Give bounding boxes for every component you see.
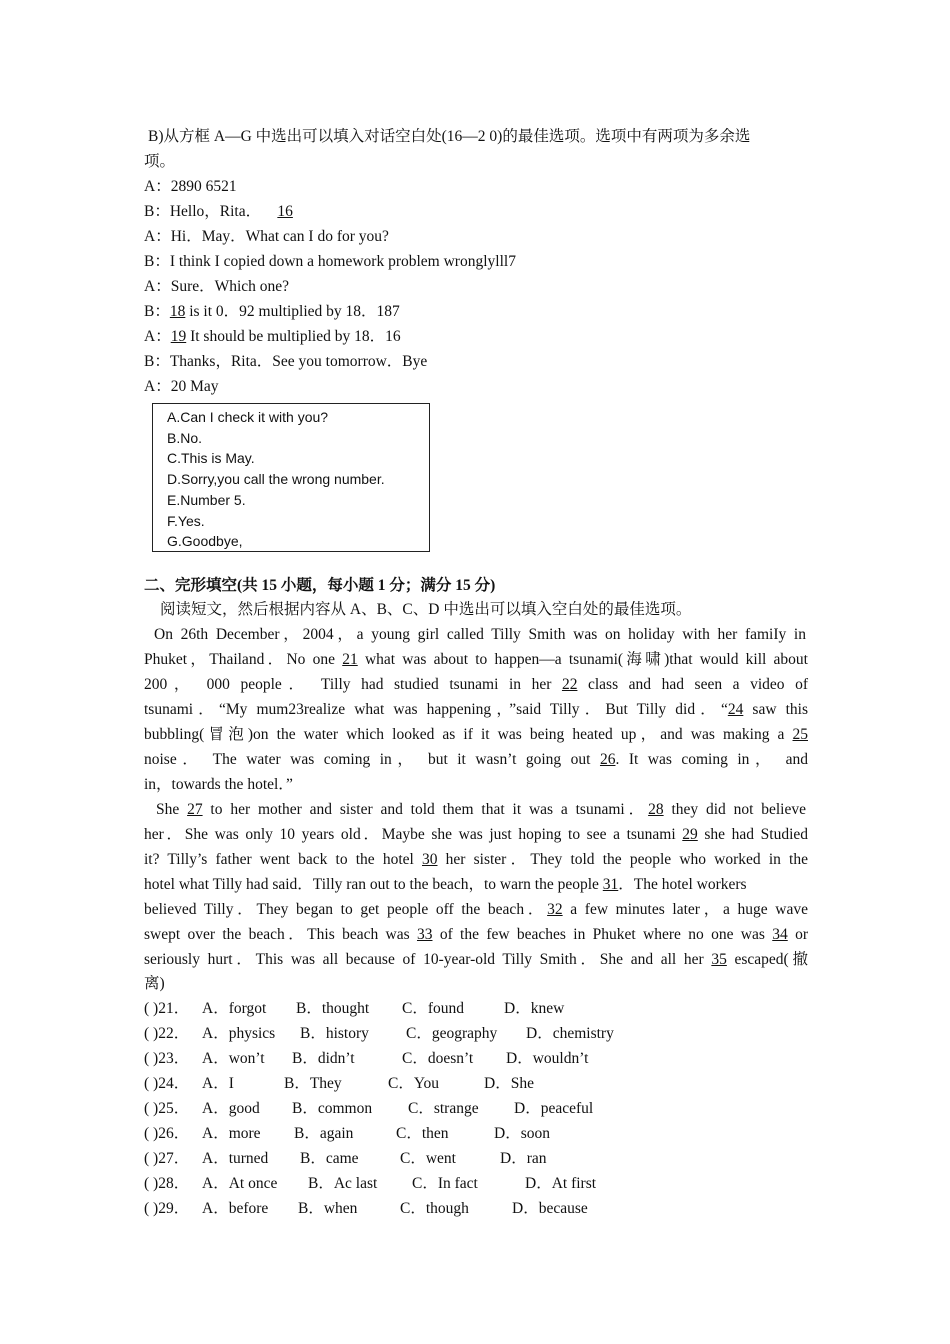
passage-line: Phuket，Thailand．No one 21 what was about to happen—a tsunami(海啸)that would kill about xyxy=(144,651,808,668)
option-d[interactable]: D．peaceful xyxy=(514,1100,594,1117)
dialogue-line: A：Hi．May．What can I do for you? xyxy=(144,228,389,245)
question-number: ( )25． xyxy=(144,1100,190,1117)
option-d[interactable]: D．ran xyxy=(500,1150,547,1167)
option-c[interactable]: C．In fact xyxy=(412,1175,478,1192)
question-row xyxy=(144,1048,644,1070)
option-b: B.No. xyxy=(167,429,203,446)
option-d[interactable]: D．At first xyxy=(525,1175,597,1192)
dialogue-line: A：20 May xyxy=(144,378,219,395)
option-a[interactable]: A．more xyxy=(202,1125,261,1142)
option-d[interactable]: D．She xyxy=(484,1075,534,1092)
blank-27[interactable]: 27 xyxy=(187,801,203,818)
option-c[interactable]: C．then xyxy=(396,1125,449,1142)
passage-line: hotel what Tilly had said．Tilly ran out to the beach，to warn the people 31．The hotel workers xyxy=(144,876,747,893)
option-f: F.Yes. xyxy=(167,512,205,529)
option-g: G.Goodbye, xyxy=(167,533,243,550)
passage-line: On 26th December，2004，a young girl called Tilly Smith was on holiday with her famiIy in xyxy=(154,626,806,643)
option-c[interactable]: C．You xyxy=(388,1075,439,1092)
option-b[interactable]: B．Ac last xyxy=(308,1175,378,1192)
option-b[interactable]: B．history xyxy=(300,1025,369,1042)
dialogue-line: B：Thanks，Rita．See you tomorrow．Bye xyxy=(144,353,428,370)
option-a[interactable]: A．turned xyxy=(202,1150,269,1167)
option-c[interactable]: C．geography xyxy=(406,1025,498,1042)
option-b[interactable]: B．thought xyxy=(296,1000,370,1017)
option-d[interactable]: D．soon xyxy=(494,1125,550,1142)
dialogue-line: B：I think I copied down a homework problem wronglylll7 xyxy=(144,253,516,270)
question-row xyxy=(144,1123,644,1145)
passage-line: seriously hurt．This was all because of 10-year-old Tilly Smith．She and all her 35 escaped(撤 xyxy=(144,951,808,968)
option-d[interactable]: D．chemistry xyxy=(526,1025,614,1042)
question-number: ( )24． xyxy=(144,1075,190,1092)
blank-19[interactable]: 19 xyxy=(170,328,187,345)
blank-21[interactable]: 21 xyxy=(342,651,358,668)
option-a[interactable]: A．physics xyxy=(202,1025,276,1042)
question-number: ( )27． xyxy=(144,1150,190,1167)
question-number: ( )28． xyxy=(144,1175,190,1192)
option-c: C.This is May. xyxy=(167,450,255,467)
question-row xyxy=(144,1073,644,1095)
question-row xyxy=(144,998,644,1020)
blank-26[interactable]: 26 xyxy=(599,751,616,768)
part-b-instruction-line1: B)从方框 A—G 中选出可以填入对话空白处(16—2 0)的最佳选项。选项中有两项为多余选 xyxy=(148,128,751,145)
blank-32[interactable]: 32 xyxy=(547,901,563,918)
dialogue-line: B：18 is it 0．92 multiplied by 18．187 xyxy=(144,303,400,320)
passage-line: tsunami．“My mum23realize what was happening，”said Tilly．But Tilly did．“24 saw this xyxy=(144,701,808,718)
blank-33[interactable]: 33 xyxy=(416,926,433,943)
passage-line: 200， 000 people． Tilly had studied tsunami in her 22 class and had seen a video of xyxy=(144,676,808,693)
option-c[interactable]: C．strange xyxy=(408,1100,479,1117)
option-c[interactable]: C．went xyxy=(400,1150,456,1167)
question-number: ( )21． xyxy=(144,1000,190,1017)
part-b-instruction-line2: 项。 xyxy=(144,153,176,170)
passage-line: believed Tilly．They began to get people off the beach．32 a few minutes later，a huge wave xyxy=(144,901,808,918)
option-a: A.Can I check it with you? xyxy=(167,409,329,425)
option-c[interactable]: C．though xyxy=(400,1200,469,1217)
option-c[interactable]: C．found xyxy=(402,1000,465,1017)
option-a[interactable]: A．I xyxy=(202,1075,234,1092)
question-number: ( )26． xyxy=(144,1125,190,1142)
passage-line: noise． The water was coming in， but it wasn’t going out 26. It was coming in， and xyxy=(144,751,808,768)
options-box xyxy=(152,403,430,552)
dialogue-line: B：Hello，Rita． 16 xyxy=(144,201,808,223)
blank-18[interactable]: 18 xyxy=(169,303,186,320)
option-d: D.Sorry,you call the wrong number. xyxy=(167,471,385,488)
passage-line: in，towards the hotel．” xyxy=(144,776,293,793)
section-heading: 二、完形填空(共 15 小题，每小题 1 分；满分 15 分) xyxy=(144,577,496,594)
option-e: E.Number 5. xyxy=(167,491,246,508)
option-a[interactable]: A．forgot xyxy=(202,1000,267,1017)
passage-line: her．She was only 10 years old．Maybe she was just hoping to see a tsunami 29 she had Studied xyxy=(144,826,809,843)
option-a[interactable]: A．At once xyxy=(202,1175,278,1192)
option-b[interactable]: B．common xyxy=(292,1100,373,1117)
blank-24[interactable]: 24 xyxy=(727,701,744,718)
dialogue-line: A：2890 6521 xyxy=(144,178,237,195)
blank-28[interactable]: 28 xyxy=(648,801,664,818)
question-row xyxy=(144,1098,644,1120)
question-number: ( )29． xyxy=(144,1200,190,1217)
passage-line: 离) xyxy=(144,975,165,992)
option-d[interactable]: D．wouldn’t xyxy=(506,1050,589,1067)
question-row xyxy=(144,1148,644,1170)
question-number: ( )22． xyxy=(144,1025,190,1042)
option-d[interactable]: D．because xyxy=(512,1200,588,1217)
option-b[interactable]: B．didn’t xyxy=(292,1050,355,1067)
option-a[interactable]: A．before xyxy=(202,1200,269,1217)
option-b[interactable]: B．They xyxy=(284,1075,342,1092)
passage-line: bubbling(冒泡)on the water which looked as if it was being heated up，and was making a 25 xyxy=(144,726,808,743)
question-number: ( )23． xyxy=(144,1050,190,1067)
option-a[interactable]: A．won’t xyxy=(202,1050,265,1067)
section-instruction: 阅读短文，然后根据内容从 A、B、C、D 中选出可以填入空白处的最佳选项。 xyxy=(160,601,692,618)
option-c[interactable]: C．doesn’t xyxy=(402,1050,474,1067)
blank-29[interactable]: 29 xyxy=(682,826,698,843)
question-row xyxy=(144,1023,644,1045)
blank-22[interactable]: 22 xyxy=(561,676,578,693)
blank-16[interactable]: 16 xyxy=(277,203,293,220)
passage-line: She 27 to her mother and sister and told them that it was a tsunami．28 they did not believe xyxy=(156,801,806,818)
option-b[interactable]: B．came xyxy=(300,1150,359,1167)
blank-30[interactable]: 30 xyxy=(422,851,438,868)
dialogue-line: A：19 It should be multiplied by 18．16 xyxy=(144,328,401,345)
question-row xyxy=(144,1173,644,1195)
option-d[interactable]: D．knew xyxy=(504,1000,565,1017)
blank-25[interactable]: 25 xyxy=(792,726,808,743)
question-row xyxy=(144,1198,644,1220)
passage-line: it? Tilly’s father went back to the hotel 30 her sister．They told the people who worked in the xyxy=(144,851,808,868)
blank-34[interactable]: 34 xyxy=(772,926,788,943)
blank-35[interactable]: 35 xyxy=(711,951,727,968)
option-b[interactable]: B．again xyxy=(294,1125,354,1142)
passage-line: swept over the beach．This beach was 33 of the few beaches in Phuket where no one was 34 or xyxy=(144,926,808,943)
option-a[interactable]: A．good xyxy=(202,1100,260,1117)
blank-31[interactable]: 31 xyxy=(602,876,619,893)
option-b[interactable]: B．when xyxy=(298,1200,358,1217)
dialogue-line: A：Sure．Which one? xyxy=(144,278,290,295)
